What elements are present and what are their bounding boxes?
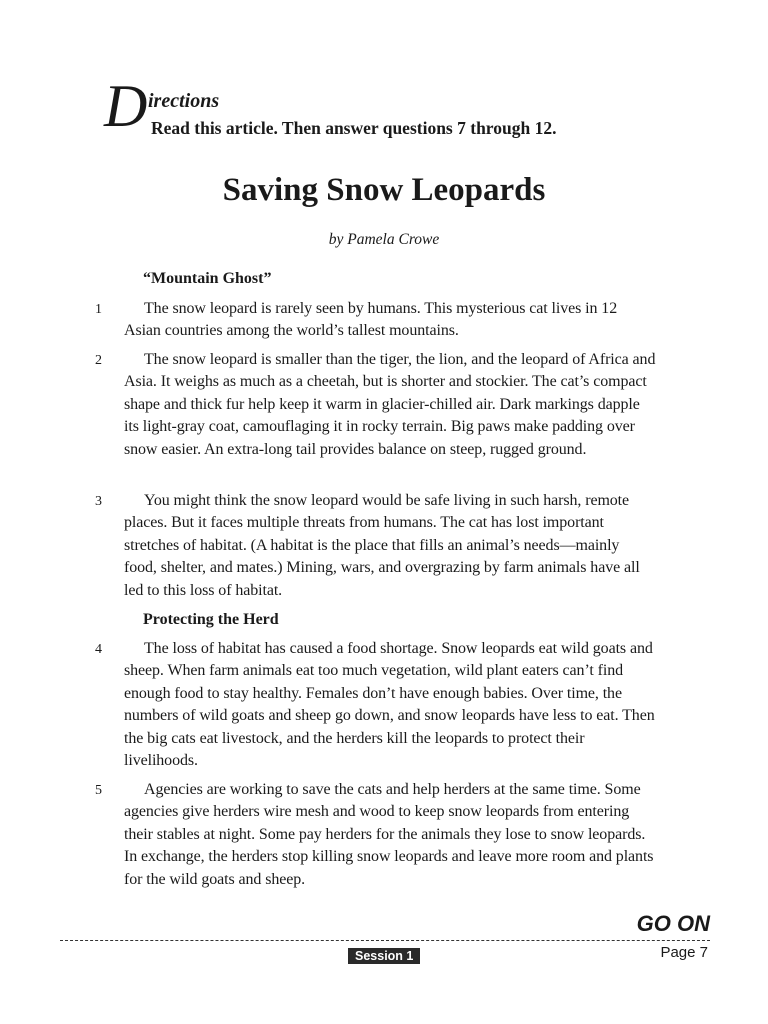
- paragraph-number: 5: [95, 783, 102, 798]
- article-byline: by Pamela Crowe: [328, 231, 440, 248]
- directions-heading: irections: [148, 90, 220, 112]
- paragraph-text: You might think the snow leopard would be safe living in such harsh, remote places. But it faces multiple threats from humans. The cat has lost important stretches of habitat. (A habitat is the place that fills an animal’s needs—mainly food, shelter, and mates.) Mining, wars, and overgrazing by farm animals have all led to this loss of habitat.: [124, 492, 640, 599]
- footer-divider: [60, 940, 710, 941]
- directions-dropcap: D: [104, 73, 148, 139]
- section-heading: “Mountain Ghost”: [143, 270, 272, 287]
- session-badge: Session 1: [348, 948, 420, 964]
- paragraph-number: 2: [95, 353, 102, 368]
- paragraph-text: Agencies are working to save the cats and help herders at the same time. Some agencies give herders wire mesh and wood to keep snow leopards from entering their stables at night. Some pay herders for the animals they lose to snow leopards. In exchange, the herders stop killing snow leopards and leave more room and plants for the wild goats and sheep.: [124, 781, 654, 888]
- directions-instruction: Read this article. Then answer questions 7 through 12.: [151, 118, 557, 138]
- directions-block: [104, 73, 664, 144]
- page-number: Page 7: [660, 944, 708, 961]
- paragraph-text: The loss of habitat has caused a food shortage. Snow leopards eat wild goats and sheep. When farm animals eat too much vegetation, wild plant eaters can’t find enough food to stay healthy. Females don’t have enough babies. Over time, the numbers of wild goats and sheep go down, and snow leopards have less to eat. Then the big cats eat livestock, and the herders kill the leopards to protect their livelihoods.: [124, 640, 655, 770]
- paragraph-number: 1: [95, 302, 102, 317]
- article-title: Saving Snow Leopards: [222, 172, 546, 208]
- paragraph-text: The snow leopard is smaller than the tiger, the lion, and the leopard of Africa and Asia. It weighs as much as a cheetah, but is shorter and stockier. The cat’s compact shape and thick fur help keep it warm in glacier-chilled air. Dark markings dapple its light-gray coat, camouflaging it in rocky terrain. Big paws make padding over snow easier. An extra-long tail provides balance on steep, rugged ground.: [124, 351, 656, 458]
- go-on-label: GO ON: [636, 911, 710, 936]
- paragraph-number: 3: [95, 494, 102, 509]
- section-heading: Protecting the Herd: [143, 611, 279, 628]
- paragraph-text: The snow leopard is rarely seen by humans. This mysterious cat lives in 12 Asian countries among the world’s tallest mountains.: [124, 300, 618, 340]
- paragraph-number: 4: [95, 642, 102, 657]
